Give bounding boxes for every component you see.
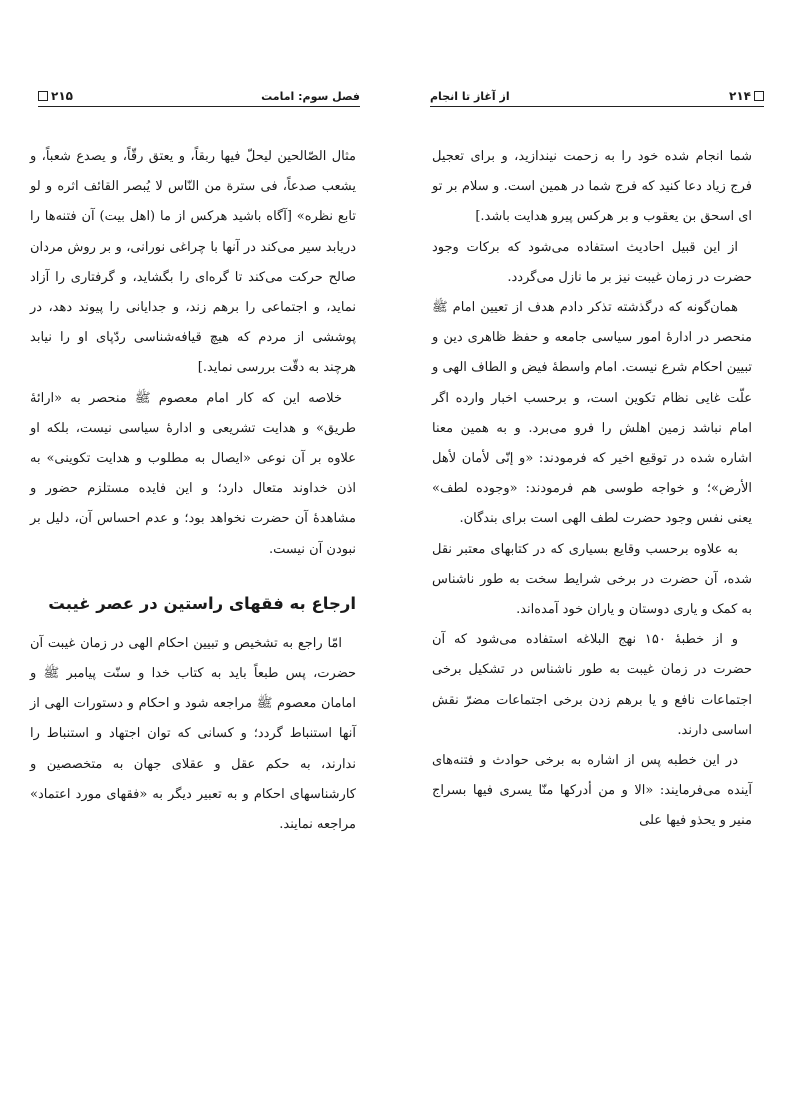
right-page-number: ۲۱۴ [729, 89, 764, 106]
left-page-header [38, 84, 360, 107]
paragraph: در این خطبه پس از اشاره به برخی حوادث و فتنه‌های آینده می‌فرمایند: «الا و من أدرکها منّا یسری فیها بسراج منیر و یحذو فیها علی [432, 753, 752, 829]
paragraph: به علاوه برحسب وقایع بسیاری که در کتابهای معتبر نقل شده، آن حضرت در برخی شرایط سخت به طور ناشناس به کمک و یاری دوستان و یاران خود آمده‌اند. [432, 541, 752, 618]
square-icon [754, 91, 764, 101]
paragraph: مثال الصّالحین لیحلّ فیها ربقاً، و یعتق رقّاً، و یصدع شعباً، و یشعب صدعاً، فی سترة من النّاس لا یُبصر القائف اثره و لو تابع نظره» [آگاه باشید هرکس از ما (اهل بیت) آن فتنه‌ها را دریابد سیر می‌کند در آنها با چراغی نورانی، و بر روش مردان صالح حرکت می‌کند تا گره‌ای را بگشاید، و گرفتاری را آزاد نماید، و اجتماعی را برهم زند، و جدایانی را پیوند دهد، در پوششی از مردم که هیچ قیافه‌شناسی ردّپای او را نیابد هرچند به دقّت بررسی نماید.] [30, 149, 356, 376]
square-icon [38, 91, 48, 101]
paragraph: امّا راجع به تشخیص و تبیین احکام الهی در زمان غیبت آن حضرت، پس طبعاً باید به کتاب خدا و سنّت پیامبر ﷺ و امامان معصوم ﷺ مراجعه شود و احکام و دستورات الهی از آنها استنباط گردد؛ و کسانی که توان اجتهاد و استنباط را ندارند، به حکم عقل و عقلای جهان به متخصصین و کارشناسهای احکام و به تعبیر دیگر به «فقهای مورد اعتماد» مراجعه نمایند. [30, 635, 356, 833]
left-page-body [30, 142, 356, 840]
left-running-title: فصل سوم: امامت [261, 90, 360, 103]
right-page [400, 0, 800, 1100]
right-running-title: از آغاز تا انجام [430, 90, 510, 103]
left-page-number: ۲۱۵ [38, 89, 73, 106]
section-heading: ارجاع به فقهای راستین در عصر غیبت [48, 593, 356, 613]
right-page-header [430, 84, 764, 107]
paragraph: از این قبیل احادیث استفاده می‌شود که برکات وجود حضرت در زمان غیبت نیز بر ما نازل می‌گردد. [432, 239, 752, 285]
paragraph: شما انجام شده خود را به زحمت نیندازید، و برای تعجیل فرج زیاد دعا کنید که فرج شما در همین است. و سلام بر تو ای اسحق بن یعقوب و بر هرکس پیرو هدایت باشد.] [432, 149, 752, 225]
paragraph: و از خطبهٔ ۱۵۰ نهج البلاغه استفاده می‌شود که آن حضرت در زمان غیبت به طور ناشناس در تشکیل برخی اجتماعات نافع و یا برهم زدن برخی اجتماعات مضرّ نقش اساسی دارند. [432, 632, 752, 738]
paragraph: خلاصه این که کار امام معصوم ﷺ منحصر به «ارائهٔ طریق» و هدایت تشریعی و ادارهٔ سیاسی نیست، بلکه او علاوه بر آن نوعی «ایصال به مطلوب و هدایت تکوینی» به اذن خداوند متعال دارد؛ و این فایده مستلزم حضور و مشاهدهٔ آن حضرت نخواهد بود؛ و عدم احساس آن، دلیل بر نبودن آن نیست. [30, 390, 356, 557]
paragraph: همان‌گونه که درگذشته تذکر دادم هدف از تعیین امام ﷺ منحصر در ادارهٔ امور سیاسی جامعه و حفظ ظاهری دین و تبیین احکام شرع نیست. امام واسطهٔ فیض و الطاف الهی و علّت غایی نظام تکوین است، و برحسب اخبار وارده اگر امام نباشد زمین اهلش را فرو می‌برد. و به همین معنا اشاره شده در توقیع اخیر که فرمودند: «و إنّی لأمان لأهل الأرض»؛ و خواجه طوسی هم فرمودند: «وجوده لطف» یعنی نفس وجود حضرت لطف الهی است برای بندگان. [432, 300, 752, 527]
right-page-body [432, 142, 752, 837]
